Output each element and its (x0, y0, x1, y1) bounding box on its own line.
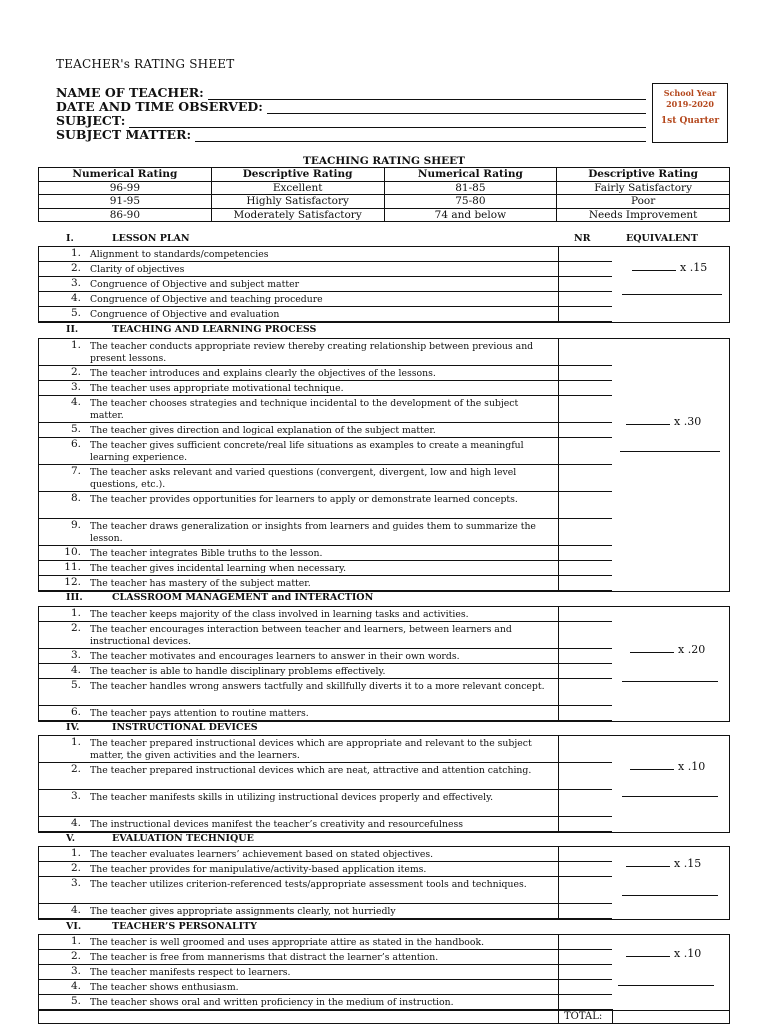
equivalent-cell[interactable] (612, 339, 729, 591)
criteria-number: 2. (70, 366, 81, 378)
section-table (38, 246, 730, 323)
weight-value: x .10 (678, 760, 706, 773)
criteria-number: 8. (70, 492, 81, 504)
nr-input-cell[interactable] (558, 576, 612, 591)
criteria-text: The teacher handles wrong answers tactfully and skillfully diverts it to a more relevant concept. (90, 681, 545, 692)
nr-input-cell[interactable] (558, 561, 612, 576)
criteria-text: The teacher prepared instructional devices which are appropriate and relevant to the subject matter, the given activities and the learners. (90, 738, 532, 761)
equivalent-answer-line[interactable] (622, 895, 718, 896)
equivalent-cell[interactable] (612, 247, 729, 322)
nr-input-cell[interactable] (558, 292, 612, 307)
weight-multiplier (632, 261, 707, 274)
criteria-number: 2. (70, 950, 81, 962)
legend-cell: Moderately Satisfactory (211, 208, 384, 222)
section-header (38, 323, 730, 337)
section-number: I. (66, 233, 74, 244)
criteria-number: 6. (70, 706, 81, 718)
score-blank[interactable] (632, 261, 676, 271)
criteria-number: 3. (70, 649, 81, 661)
nr-score-cell[interactable] (558, 607, 612, 721)
section-header (38, 832, 730, 846)
column-divider (558, 736, 559, 832)
rating-legend-title: TEACHING RATING SHEET (303, 155, 465, 167)
subject-matter-field[interactable] (56, 128, 646, 142)
section-table (38, 934, 730, 1011)
weight-value: x .15 (680, 261, 708, 274)
document-title: TEACHER's RATING SHEET (56, 57, 235, 71)
field-label: NAME OF TEACHER: (56, 85, 204, 100)
criteria-text: The teacher encourages interaction between teacher and learners, between learners and instructional devices. (90, 624, 512, 647)
criteria-number: 4. (70, 396, 81, 408)
criteria-text: The teacher shows enthusiasm. (90, 982, 239, 993)
section-title: TEACHING AND LEARNING PROCESS (112, 324, 317, 335)
criteria-number: 4. (70, 817, 81, 829)
nr-input-cell[interactable] (558, 877, 612, 904)
criteria-text: The teacher gives incidental learning when necessary. (90, 563, 347, 574)
nr-input-cell[interactable] (558, 622, 612, 649)
subject-field[interactable] (56, 114, 646, 128)
legend-cell: 75-80 (384, 195, 557, 209)
school-year-value: 2019-2020 (666, 99, 714, 109)
criteria-text: The teacher keeps majority of the class involved in learning tasks and activities. (90, 609, 469, 620)
nr-input-cell[interactable] (558, 736, 612, 763)
legend-cell: 81-85 (384, 181, 557, 195)
section-title: CLASSROOM MANAGEMENT and INTERACTION (112, 592, 374, 603)
criteria-text: The teacher provides opportunities for learners to apply or demonstrate learned concepts. (90, 494, 518, 505)
section-number: V. (66, 833, 76, 844)
criteria-text: The teacher motivates and encourages learners to answer in their own words. (90, 651, 460, 662)
section-table (38, 338, 730, 592)
section-title: LESSON PLAN (112, 233, 190, 244)
legend-cell: 91-95 (39, 195, 212, 209)
legend-header: Descriptive Rating (557, 168, 730, 182)
criteria-number: 1. (70, 935, 81, 947)
section-number: III. (66, 592, 83, 603)
nr-column-header: NR (574, 233, 591, 244)
nr-input-cell[interactable] (558, 965, 612, 980)
column-divider (558, 607, 559, 721)
nr-input-cell[interactable] (558, 649, 612, 664)
field-line (195, 131, 646, 142)
weight-multiplier (630, 643, 705, 656)
score-blank[interactable] (626, 415, 670, 425)
criteria-number: 12. (64, 576, 81, 588)
criteria-number: 1. (70, 339, 81, 351)
nr-input-cell[interactable] (558, 607, 612, 622)
criteria-text: The teacher introduces and explains clearly the objectives of the lessons. (90, 368, 436, 379)
criteria-text: The teacher evaluates learners’ achievement based on stated objectives. (90, 849, 434, 860)
nr-input-cell[interactable] (558, 980, 612, 995)
legend-cell: Fairly Satisfactory (557, 181, 730, 195)
score-blank[interactable] (630, 760, 674, 770)
weight-value: x .15 (674, 857, 702, 870)
criteria-text: The teacher utilizes criterion-referenced tests/appropriate assessment tools and techniques. (90, 879, 527, 890)
criteria-number: 5. (70, 995, 81, 1007)
criteria-number: 3. (70, 965, 81, 977)
equivalent-column-header: EQUIVALENT (626, 233, 698, 244)
criteria-text: The teacher manifests respect to learners. (90, 967, 291, 978)
criteria-text: Clarity of objectives (90, 264, 185, 275)
equivalent-cell[interactable] (612, 736, 729, 832)
weight-value: x .30 (674, 415, 702, 428)
section-header (38, 591, 730, 605)
criteria-text: The teacher shows oral and written proficiency in the medium of instruction. (90, 997, 454, 1008)
criteria-number: 3. (70, 277, 81, 289)
section-number: VI. (66, 921, 82, 932)
legend-cell: Poor (557, 195, 730, 209)
field-line (129, 117, 646, 128)
weight-multiplier (626, 857, 701, 870)
nr-input-cell[interactable] (558, 396, 612, 423)
column-divider (558, 247, 559, 322)
criteria-text: The teacher chooses strategies and technique incidental to the development of the subject matter. (90, 398, 519, 421)
nr-input-cell[interactable] (558, 277, 612, 292)
criteria-text: The teacher has mastery of the subject matter. (90, 578, 311, 589)
nr-input-cell[interactable] (558, 904, 612, 919)
score-blank[interactable] (626, 947, 670, 957)
nr-input-cell[interactable] (558, 546, 612, 561)
equivalent-cell[interactable] (612, 607, 729, 721)
column-divider (558, 1009, 559, 1023)
legend-cell: 86-90 (39, 208, 212, 222)
nr-input-cell[interactable] (558, 847, 612, 862)
equivalent-cell[interactable] (612, 847, 729, 919)
date-time-observed-field[interactable] (56, 100, 646, 114)
criteria-number: 2. (70, 862, 81, 874)
nr-input-cell[interactable] (558, 423, 612, 438)
weight-value: x .20 (678, 643, 706, 656)
criteria-number: 11. (64, 561, 81, 573)
criteria-number: 1. (70, 607, 81, 619)
nr-input-cell[interactable] (558, 519, 612, 546)
legend-cell: Needs Improvement (557, 208, 730, 222)
criteria-number: 5. (70, 679, 81, 691)
nr-score-cell[interactable] (558, 339, 612, 591)
criteria-text: The teacher manifests skills in utilizing instructional devices properly and effectively. (90, 792, 494, 803)
nr-input-cell[interactable] (558, 935, 612, 950)
section-number: IV. (66, 722, 80, 733)
criteria-number: 2. (70, 262, 81, 274)
legend-cell: 74 and below (384, 208, 557, 222)
criteria-number: 9. (70, 519, 81, 531)
nr-input-cell[interactable] (558, 950, 612, 965)
column-divider (558, 935, 559, 1010)
criteria-number: 5. (70, 307, 81, 319)
nr-input-cell[interactable] (558, 381, 612, 396)
criteria-number: 10. (64, 546, 81, 558)
legend-header-row (39, 168, 730, 182)
nr-input-cell[interactable] (558, 438, 612, 465)
field-line (208, 89, 646, 100)
criteria-number: 4. (70, 980, 81, 992)
nr-input-cell[interactable] (558, 492, 612, 519)
criteria-number: 1. (70, 847, 81, 859)
nr-input-cell[interactable] (558, 706, 612, 721)
weight-multiplier (630, 760, 705, 773)
nr-input-cell[interactable] (558, 817, 612, 832)
nr-input-cell[interactable] (558, 664, 612, 679)
criteria-text: Congruence of Objective and subject matter (90, 279, 300, 290)
legend-header: Numerical Rating (384, 168, 557, 182)
weight-multiplier (626, 415, 701, 428)
total-row (38, 1009, 730, 1024)
total-label: TOTAL: (564, 1011, 603, 1022)
legend-row (39, 181, 730, 195)
criteria-number: 6. (70, 438, 81, 450)
criteria-number: 1. (70, 736, 81, 748)
criteria-text: The teacher gives sufficient concrete/real life situations as examples to create a meaningful learning experience. (90, 440, 524, 463)
criteria-text: The teacher provides for manipulative/activity-based application items. (90, 864, 427, 875)
legend-row (39, 195, 730, 209)
legend-cell: Excellent (211, 181, 384, 195)
section-table (38, 735, 730, 833)
criteria-number: 2. (70, 622, 81, 634)
field-label: SUBJECT: (56, 113, 126, 128)
legend-cell: 96-99 (39, 181, 212, 195)
nr-input-cell[interactable] (558, 763, 612, 790)
legend-header: Descriptive Rating (211, 168, 384, 182)
column-divider (558, 847, 559, 919)
weight-value: x .10 (674, 947, 702, 960)
criteria-text: The teacher asks relevant and varied questions (convergent, divergent, low and high level questions, etc.). (90, 467, 517, 490)
section-header (38, 232, 730, 246)
legend-cell: Highly Satisfactory (211, 195, 384, 209)
score-blank[interactable] (630, 643, 674, 653)
section-title: INSTRUCTIONAL DEVICES (112, 722, 258, 733)
criteria-text: The instructional devices manifest the teacher’s creativity and resourcefulness (90, 819, 464, 830)
criteria-text: The teacher gives direction and logical explanation of the subject matter. (90, 425, 436, 436)
section-title: EVALUATION TECHNIQUE (112, 833, 254, 844)
nr-input-cell[interactable] (558, 862, 612, 877)
criteria-number: 3. (70, 381, 81, 393)
nr-score-cell[interactable] (558, 847, 612, 919)
nr-input-cell[interactable] (558, 366, 612, 381)
criteria-text: The teacher gives appropriate assignments clearly, not hurriedly (90, 906, 396, 917)
field-label: SUBJECT MATTER: (56, 127, 192, 142)
criteria-number: 4. (70, 664, 81, 676)
name-of-teacher-field[interactable] (56, 86, 646, 100)
section-table (38, 606, 730, 722)
legend-row (39, 208, 730, 222)
criteria-text: Congruence of Objective and evaluation (90, 309, 280, 320)
criteria-text: The teacher draws generalization or insights from learners and guides them to summarize the lesson. (90, 521, 536, 544)
nr-input-cell[interactable] (558, 307, 612, 322)
score-blank[interactable] (626, 857, 670, 867)
equivalent-answer-line[interactable] (622, 681, 718, 682)
equivalent-answer-line[interactable] (622, 796, 718, 797)
section-table (38, 846, 730, 920)
criteria-text: Congruence of Objective and teaching procedure (90, 294, 323, 305)
column-divider (558, 339, 559, 591)
nr-score-cell[interactable] (558, 935, 612, 1010)
criteria-number: 4. (70, 904, 81, 916)
criteria-number: 3. (70, 877, 81, 889)
criteria-text: The teacher is able to handle disciplinary problems effectively. (90, 666, 386, 677)
equivalent-answer-line[interactable] (618, 985, 714, 986)
school-year-label: School Year (663, 88, 717, 98)
equivalent-cell[interactable] (612, 935, 729, 1010)
section-title: TEACHER’S PERSONALITY (112, 921, 257, 932)
nr-input-cell[interactable] (558, 262, 612, 277)
section-number: II. (66, 324, 79, 335)
nr-score-cell[interactable] (558, 736, 612, 832)
legend-header: Numerical Rating (39, 168, 212, 182)
field-label: DATE AND TIME OBSERVED: (56, 99, 263, 114)
criteria-number: 1. (70, 247, 81, 259)
nr-input-cell[interactable] (558, 790, 612, 817)
criteria-number: 5. (70, 423, 81, 435)
criteria-text: Alignment to standards/competencies (90, 249, 269, 260)
equivalent-answer-line[interactable] (620, 451, 720, 452)
criteria-number: 4. (70, 292, 81, 304)
criteria-text: The teacher is free from mannerisms that distract the learner’s attention. (90, 952, 439, 963)
criteria-number: 2. (70, 763, 81, 775)
criteria-text: The teacher integrates Bible truths to the lesson. (90, 548, 323, 559)
criteria-text: The teacher uses appropriate motivational technique. (90, 383, 344, 394)
section-header (38, 721, 730, 735)
equivalent-answer-line[interactable] (622, 294, 722, 295)
rating-legend-table (38, 167, 730, 222)
criteria-text: The teacher prepared instructional devices which are neat, attractive and attention catching. (90, 765, 532, 776)
nr-input-cell[interactable] (558, 995, 612, 1010)
nr-score-cell[interactable] (558, 247, 612, 322)
teacher-info-fields (56, 86, 646, 142)
criteria-number: 7. (70, 465, 81, 477)
criteria-number: 3. (70, 790, 81, 802)
column-divider (612, 1009, 613, 1023)
criteria-text: The teacher is well groomed and uses appropriate attire as stated in the handbook. (90, 937, 485, 948)
quarter-label: 1st Quarter (660, 116, 720, 126)
section-header (38, 920, 730, 934)
weight-multiplier (626, 947, 701, 960)
nr-input-cell[interactable] (558, 339, 612, 366)
criteria-text: The teacher pays attention to routine matters. (90, 708, 309, 719)
school-year-box (652, 83, 728, 143)
nr-input-cell[interactable] (558, 679, 612, 706)
nr-input-cell[interactable] (558, 247, 612, 262)
field-line (267, 103, 646, 114)
criteria-text: The teacher conducts appropriate review thereby creating relationship between previous and present lessons. (90, 341, 534, 364)
nr-input-cell[interactable] (558, 465, 612, 492)
